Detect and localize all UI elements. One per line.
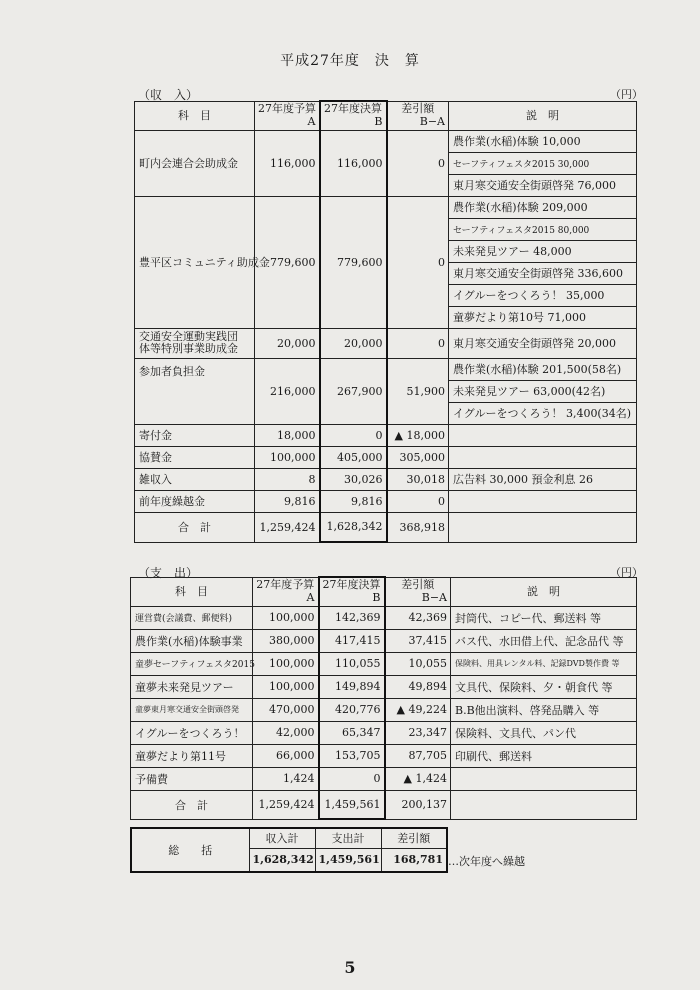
table-row — [131, 606, 637, 629]
row-budget: 42,000 — [253, 721, 319, 744]
row-diff: ▲ 18,000 — [387, 424, 449, 446]
row-budget: 216,000 — [255, 358, 320, 424]
row-budget: 1,424 — [253, 767, 319, 790]
row-settled: 20,000 — [320, 328, 387, 358]
row-settled: 420,776 — [319, 698, 385, 721]
row-note: 文具代、保険料、夕・朝食代 等 — [451, 675, 637, 698]
header-item: 科 目 — [135, 101, 255, 130]
row-settled: 116,000 — [320, 130, 387, 196]
expense-table — [130, 576, 637, 820]
table-row — [135, 328, 637, 358]
row-settled: 142,369 — [319, 606, 385, 629]
table-row — [131, 744, 637, 767]
row-settled: 9,816 — [320, 490, 387, 512]
row-note: イグルーをつくろう！ 3,400(34名) — [449, 402, 637, 424]
row-note — [449, 446, 637, 468]
expense-unit: （円） — [610, 566, 643, 579]
row-budget: 100,000 — [253, 675, 319, 698]
table-row — [131, 629, 637, 652]
row-budget: 100,000 — [253, 606, 319, 629]
row-settled: 779,600 — [320, 196, 387, 328]
table-row — [135, 424, 637, 446]
row-diff: 49,894 — [385, 675, 451, 698]
header-settled — [319, 577, 385, 606]
row-item: 雑収入 — [135, 468, 255, 490]
header-diff — [387, 101, 449, 130]
row-item-line2: 体等特別事業助成金 — [139, 342, 238, 355]
row-item: 豊平区コミュニティ助成金 — [135, 196, 255, 328]
table-row — [135, 490, 637, 512]
page-title: 平成27年度 決 算 — [280, 53, 420, 69]
summary-header-expense: 支出計 — [315, 828, 381, 848]
header-budget-label: 27年度予算 — [256, 577, 315, 591]
row-settled: 0 — [320, 424, 387, 446]
table-row — [135, 358, 637, 380]
table-row — [135, 130, 637, 152]
row-note: 東月寒交通安全街頭啓発 20,000 — [449, 328, 637, 358]
row-note — [449, 490, 637, 512]
table-row — [131, 675, 637, 698]
expense-section-label: （支 出） — [138, 566, 199, 580]
total-note — [451, 790, 637, 819]
header-diff — [385, 577, 451, 606]
header-diff-label: 差引額 — [401, 101, 435, 115]
row-settled: 153,705 — [319, 744, 385, 767]
row-note: 農作業(水稲)体験 201,500(58名) — [449, 358, 637, 380]
row-diff: 0 — [387, 328, 449, 358]
row-note: 農作業(水稲)体験 10,000 — [449, 130, 637, 152]
summary-expense: 1,459,561 — [315, 848, 381, 872]
row-note: セーフティフェスタ2015 80,000 — [449, 218, 637, 240]
row-diff: 10,055 — [385, 652, 451, 675]
table-row — [135, 446, 637, 468]
row-budget: 9,816 — [255, 490, 320, 512]
row-budget: 8 — [255, 468, 320, 490]
income-section-label: （収 入） — [138, 88, 199, 102]
row-note: 未来発見ツアー 48,000 — [449, 240, 637, 262]
table-row — [135, 196, 637, 218]
row-item: 参加者負担金 — [135, 358, 255, 424]
header-settled-sub: B — [374, 115, 383, 128]
table-row — [131, 698, 637, 721]
row-item: 協賛金 — [135, 446, 255, 468]
row-budget: 779,600 — [255, 196, 320, 328]
total-diff: 200,137 — [385, 790, 451, 819]
row-note — [451, 767, 637, 790]
summary-header-income: 収入計 — [249, 828, 315, 848]
row-budget: 380,000 — [253, 629, 319, 652]
row-settled: 0 — [319, 767, 385, 790]
income-unit: （円） — [610, 88, 643, 101]
row-item: 童夢東月寒交通安全街頭啓発 — [131, 698, 253, 721]
total-budget: 1,259,424 — [255, 512, 320, 542]
header-settled — [320, 101, 387, 130]
row-settled: 65,347 — [319, 721, 385, 744]
total-budget: 1,259,424 — [253, 790, 319, 819]
row-budget: 116,000 — [255, 130, 320, 196]
row-item: 童夢セーフティフェスタ2015 — [131, 652, 253, 675]
row-note: 東月寒交通安全街頭啓発 76,000 — [449, 174, 637, 196]
total-row — [131, 790, 637, 819]
header-diff-label: 差引額 — [401, 577, 435, 591]
row-budget: 470,000 — [253, 698, 319, 721]
header-note: 説 明 — [451, 577, 637, 606]
row-item: 町内会連合会助成金 — [135, 130, 255, 196]
row-diff: 0 — [387, 490, 449, 512]
row-settled: 110,055 — [319, 652, 385, 675]
header-diff-sub: B−A — [419, 114, 445, 128]
row-diff: 30,018 — [387, 468, 449, 490]
row-item: 寄付金 — [135, 424, 255, 446]
row-note: 童夢だより第10号 71,000 — [449, 306, 637, 328]
row-settled: 417,415 — [319, 629, 385, 652]
total-row — [135, 512, 637, 542]
row-diff: 305,000 — [387, 446, 449, 468]
row-item: 運営費(会議費、郵便料) — [131, 606, 253, 629]
header-budget-sub: A — [306, 590, 315, 604]
header-budget — [255, 101, 320, 130]
row-note: 未来発見ツアー 63,000(42名) — [449, 380, 637, 402]
table-row — [135, 468, 637, 490]
row-note: 広告料 30,000 預金利息 26 — [449, 468, 637, 490]
row-diff: 0 — [387, 196, 449, 328]
header-budget-sub: A — [307, 114, 316, 128]
row-budget: 18,000 — [255, 424, 320, 446]
summary-label: 総 括 — [131, 828, 249, 872]
row-budget: 66,000 — [253, 744, 319, 767]
row-item — [135, 328, 255, 358]
row-item: イグルーをつくろう！ — [131, 721, 253, 744]
income-table — [134, 100, 637, 543]
row-note: イグルーをつくろう！ 35,000 — [449, 284, 637, 306]
row-note: バス代、水田借上代、記念品代 等 — [451, 629, 637, 652]
row-settled: 267,900 — [320, 358, 387, 424]
row-item: 童夢未来発見ツアー — [131, 675, 253, 698]
total-label: 合 計 — [131, 790, 253, 819]
header-budget-label: 27年度予算 — [258, 101, 316, 115]
row-diff: 87,705 — [385, 744, 451, 767]
row-budget: 20,000 — [255, 328, 320, 358]
summary-income: 1,628,342 — [249, 848, 315, 872]
total-settled: 1,459,561 — [319, 790, 385, 819]
total-diff: 368,918 — [387, 512, 449, 542]
header-settled-label: 27年度決算 — [324, 102, 382, 115]
row-budget: 100,000 — [255, 446, 320, 468]
table-row — [131, 721, 637, 744]
row-diff: ▲ 49,224 — [385, 698, 451, 721]
row-diff: 51,900 — [387, 358, 449, 424]
row-item: 農作業(水稲)体験事業 — [131, 629, 253, 652]
row-note: 封筒代、コピー代、郵送料 等 — [451, 606, 637, 629]
row-item: 童夢だより第11号 — [131, 744, 253, 767]
row-note: 東月寒交通安全街頭啓発 336,600 — [449, 262, 637, 284]
row-budget: 100,000 — [253, 652, 319, 675]
header-diff-sub: B−A — [421, 590, 447, 604]
row-diff: 42,369 — [385, 606, 451, 629]
table-row — [131, 767, 637, 790]
summary-header-diff: 差引額 — [381, 828, 447, 848]
table-row — [131, 652, 637, 675]
header-settled-label: 27年度決算 — [322, 578, 381, 591]
header-settled-sub: B — [372, 591, 381, 604]
row-note: 保険料、用具レンタル料、記録DVD製作費 等 — [451, 652, 637, 675]
row-settled: 30,026 — [320, 468, 387, 490]
row-note: 印刷代、郵送料 — [451, 744, 637, 767]
total-settled: 1,628,342 — [320, 512, 387, 542]
row-note — [449, 424, 637, 446]
row-note: 農作業(水稲)体験 209,000 — [449, 196, 637, 218]
row-item-line1: 交通安全運動実践団 — [139, 330, 238, 343]
row-settled: 405,000 — [320, 446, 387, 468]
total-label: 合 計 — [135, 512, 255, 542]
row-note: セーフティフェスタ2015 30,000 — [449, 152, 637, 174]
row-diff: ▲ 1,424 — [385, 767, 451, 790]
row-diff: 0 — [387, 130, 449, 196]
header-note: 説 明 — [449, 101, 637, 130]
row-note: B.B他出演料、啓発品購入 等 — [451, 698, 637, 721]
row-note: 保険料、文具代、パン代 — [451, 721, 637, 744]
total-note — [449, 512, 637, 542]
summary-diff: 168,781 — [381, 848, 447, 872]
row-settled: 149,894 — [319, 675, 385, 698]
row-item: 前年度繰越金 — [135, 490, 255, 512]
header-budget — [253, 577, 319, 606]
summary-table — [130, 827, 448, 873]
carry-over-note: …次年度へ繰越 — [448, 855, 525, 868]
row-item: 予備費 — [131, 767, 253, 790]
row-diff: 23,347 — [385, 721, 451, 744]
row-diff: 37,415 — [385, 629, 451, 652]
header-item: 科 目 — [131, 577, 253, 606]
page-number: 5 — [344, 958, 356, 977]
